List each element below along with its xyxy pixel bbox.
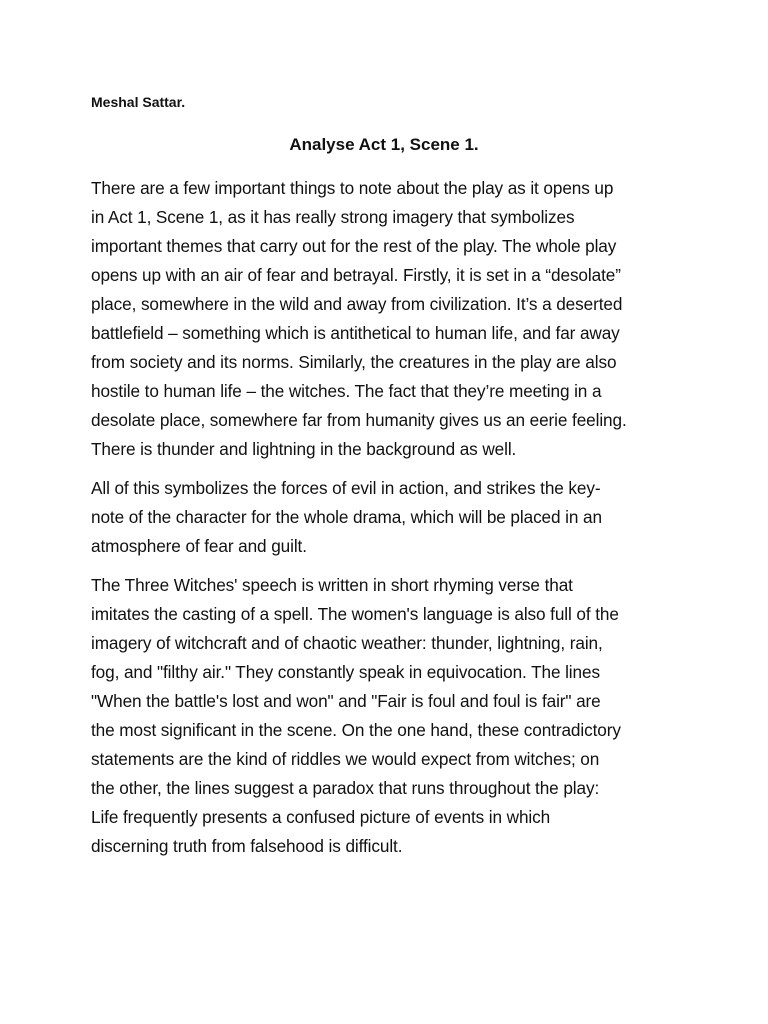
paragraph-line: the most significant in the scene. On the one hand, these contradictory <box>91 720 621 740</box>
paragraph-line: in Act 1, Scene 1, as it has really strong imagery that symbolizes <box>91 207 575 227</box>
paragraph-line: hostile to human life – the witches. The fact that they’re meeting in a <box>91 381 602 401</box>
paragraph-line: desolate place, somewhere far from humanity gives us an eerie feeling. <box>91 410 627 430</box>
paragraph-line: battlefield – something which is antithetical to human life, and far away <box>91 323 620 343</box>
document-title: Analyse Act 1, Scene 1. <box>289 135 479 154</box>
paragraph-line: There are a few important things to note about the play as it opens up <box>91 178 614 198</box>
paragraph-2 <box>91 474 691 561</box>
paragraph-line: statements are the kind of riddles we would expect from witches; on <box>91 749 600 769</box>
paragraph-line: The Three Witches' speech is written in short rhyming verse that <box>91 575 573 595</box>
paragraph-line: atmosphere of fear and guilt. <box>91 536 307 556</box>
paragraph-line: imitates the casting of a spell. The women's language is also full of the <box>91 604 619 624</box>
paragraph-line: note of the character for the whole drama, which will be placed in an <box>91 507 602 527</box>
paragraph-line: fog, and "filthy air." They constantly speak in equivocation. The lines <box>91 662 600 682</box>
paragraph-line: "When the battle's lost and won" and "Fair is foul and foul is fair" are <box>91 691 601 711</box>
paragraph-line: All of this symbolizes the forces of evil in action, and strikes the key- <box>91 478 601 498</box>
paragraph-1 <box>91 174 691 464</box>
author-name: Meshal Sattar. <box>91 94 186 110</box>
paragraph-line: from society and its norms. Similarly, the creatures in the play are also <box>91 352 617 372</box>
paragraph-line: important themes that carry out for the rest of the play. The whole play <box>91 236 617 256</box>
paragraph-line: opens up with an air of fear and betrayal. Firstly, it is set in a “desolate” <box>91 265 621 285</box>
paragraph-line: place, somewhere in the wild and away from civilization. It’s a deserted <box>91 294 623 314</box>
paragraph-line: There is thunder and lightning in the background as well. <box>91 439 517 459</box>
paragraph-line: Life frequently presents a confused picture of events in which <box>91 807 551 827</box>
paragraph-line: the other, the lines suggest a paradox that runs throughout the play: <box>91 778 600 798</box>
paragraph-line: imagery of witchcraft and of chaotic weather: thunder, lightning, rain, <box>91 633 603 653</box>
document-body <box>91 174 691 871</box>
paragraph-line: discerning truth from falsehood is difficult. <box>91 836 403 856</box>
paragraph-3 <box>91 571 691 861</box>
